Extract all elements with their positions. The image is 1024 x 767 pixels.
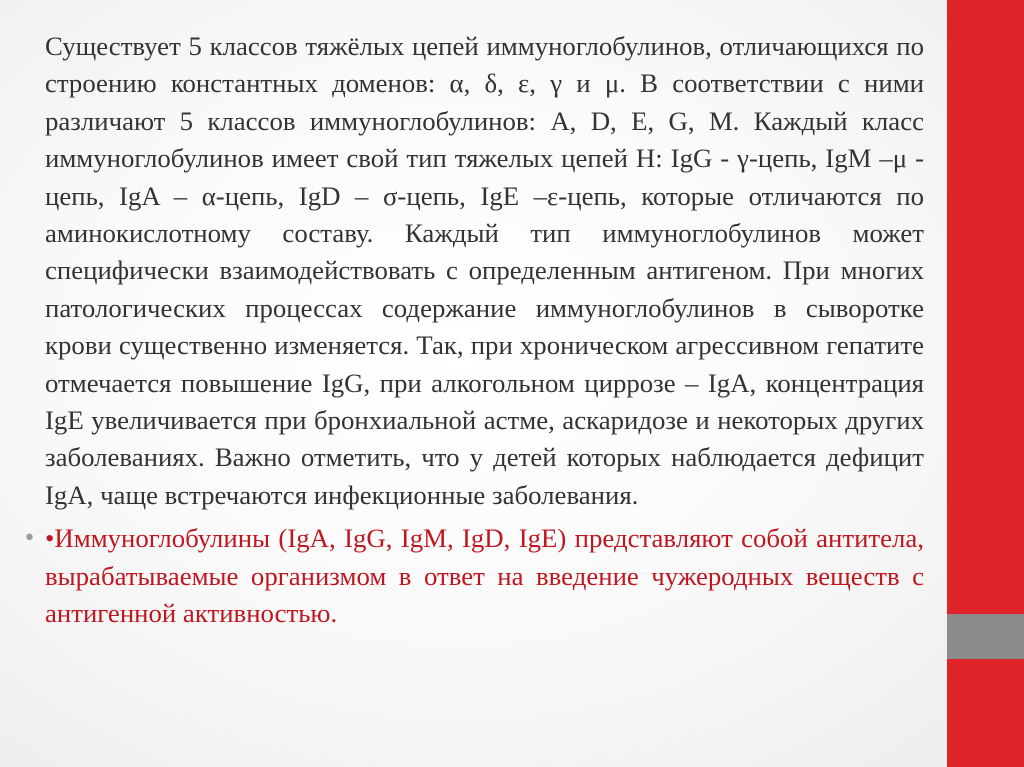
side-bar-red-top [947, 0, 1024, 614]
bullet-text: •Иммуноглобулины (IgA, IgG, IgM, IgD, IgE) представляют собой антитела, вырабатываемые организмом в ответ на введение чужеродных веществ с антигенной активностью. [45, 523, 924, 629]
main-paragraph: Существует 5 классов тяжёлых цепей иммуноглобулинов, отличающихся по строению константных доменов: α, δ, ε, γ и μ. В соответствии с ними различают 5 классов иммуноглобулинов: A, D, E, G, M. Каждый класс иммуноглобулинов имеет свой тип тяжелых цепей H: IgG - γ-цепь, IgM –μ - цепь, IgA – α-цепь, IgD – σ-цепь, IgE –ε-цепь, которые отличаются по аминокислотному составу. Каждый тип иммуноглобулинов может специфически взаимодействовать с определенным антигеном. При многих патологических процессах содержание иммуноглобулинов в сыворотке крови существенно изменяется. Так, при хроническом агрессивном гепатите отмечается повышение IgG, при алкогольном циррозе – IgA, концентрация IgE увеличивается при бронхиальной астме, аскаридозе и некоторых других заболеваниях. Важно отметить, что у детей которых наблюдается дефицит IgA, чаще встречаются инфекционные заболевания. [45, 31, 924, 510]
slide-content [23, 28, 924, 633]
bullet-marker: • [23, 526, 36, 552]
bullet-item [23, 520, 924, 632]
side-bar-red-bottom [947, 659, 1024, 767]
decorative-side-bar [947, 0, 1024, 767]
side-bar-gray-band [947, 614, 1024, 659]
